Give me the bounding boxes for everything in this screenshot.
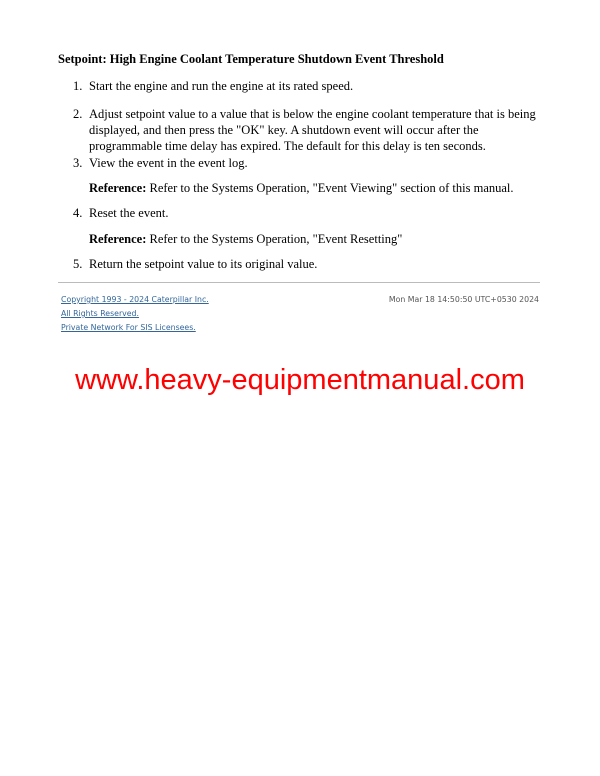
step-text: Reset the event. [89, 206, 169, 220]
reference-text: Refer to the Systems Operation, "Event Resetting" [146, 232, 403, 246]
reference-note [89, 231, 549, 247]
step-number: 2. [73, 107, 83, 121]
divider [58, 282, 540, 283]
reference-label: Reference: [89, 232, 147, 246]
step-text: Start the engine and run the engine at its rated speed. [89, 79, 354, 93]
step-number: 5. [73, 257, 83, 271]
rights-link[interactable]: All Rights Reserved. [61, 309, 139, 318]
network-link[interactable]: Private Network For SIS Licensees. [61, 323, 196, 332]
page-title: Setpoint: High Engine Coolant Temperature Shutdown Event Threshold [58, 52, 444, 66]
reference-label: Reference: [89, 181, 147, 195]
step-number: 1. [73, 79, 83, 93]
step-number: 3. [73, 156, 83, 170]
watermark: www.heavy-equipmentmanual.com [75, 364, 525, 396]
step-text: View the event in the event log. [89, 156, 248, 170]
reference-note [89, 180, 549, 196]
timestamp: Mon Mar 18 14:50:50 UTC+0530 2024 [388, 295, 539, 304]
step-text: Adjust setpoint value to a value that is below the engine coolant temperature that is being displayed, and then press the "OK" key. A shutdown event will occur after the programmable time delay has expired. The default for this delay is ten seconds. [89, 107, 536, 153]
reference-text: Refer to the Systems Operation, "Event Viewing" section of this manual. [146, 181, 514, 195]
step-number: 4. [73, 206, 83, 220]
copyright-link[interactable]: Copyright 1993 - 2024 Caterpillar Inc. [61, 295, 209, 304]
step-text: Return the setpoint value to its original value. [89, 257, 318, 271]
